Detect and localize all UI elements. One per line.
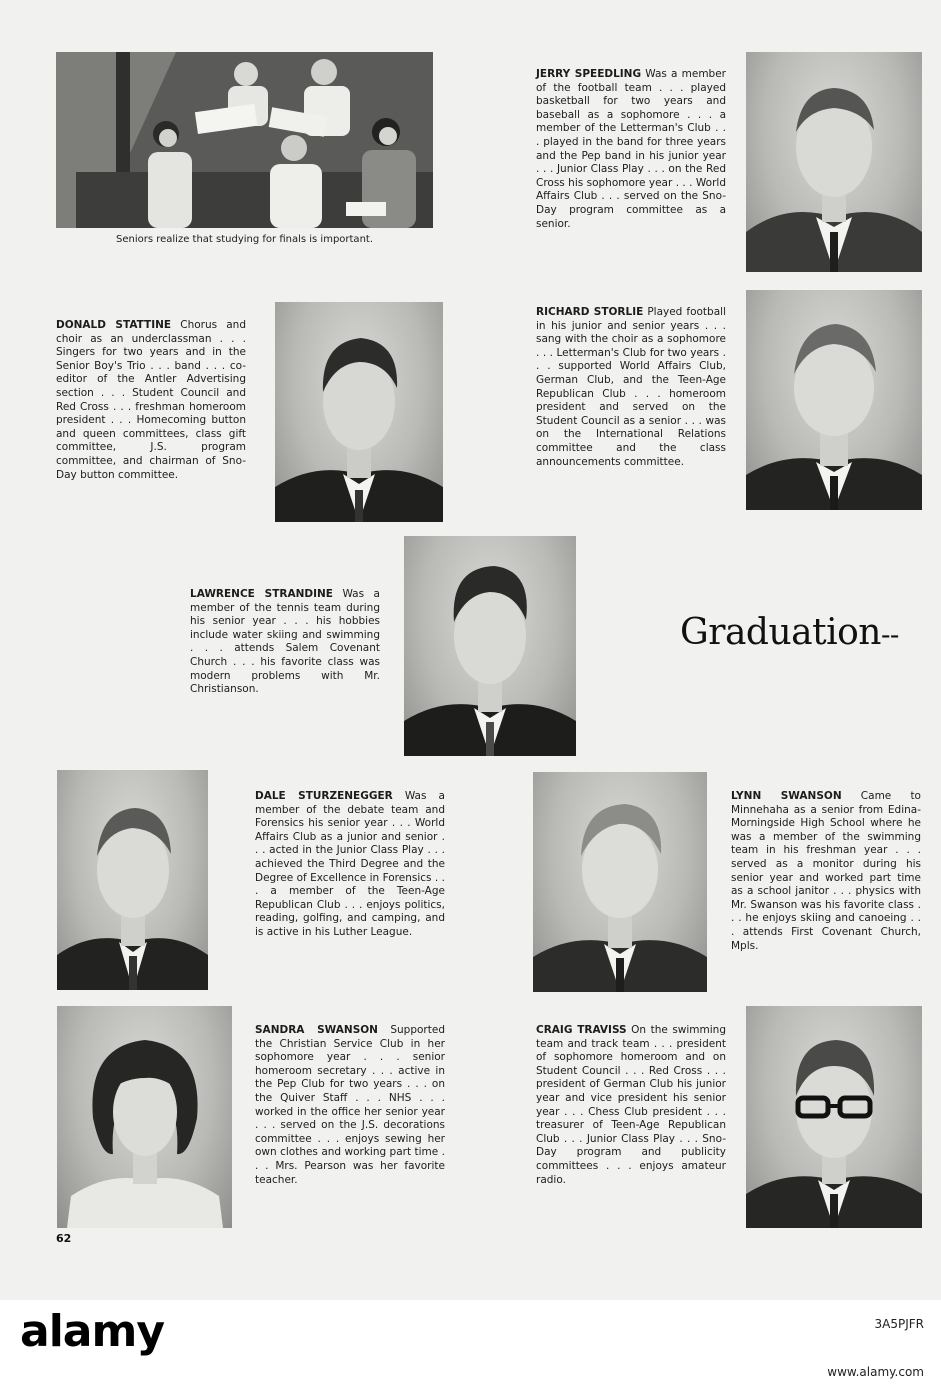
senior-name: JERRY SPEEDLING (536, 68, 642, 80)
senior-bio-text: Chorus and choir as an underclassman . . . Singers for two years and in the Senior Boy's Trio . . . band . . . co-editor of the Antler Advertising section . . . Student Council and Red Cross . . . freshman homeroom president . . . Homecoming button and queen committees, class gift committee, J.S. program committee, and chairman of Sno-Day button committee. (56, 319, 246, 481)
page-number: 62 (56, 1232, 72, 1245)
portrait-dale-sturzenegger (57, 770, 208, 990)
senior-bio-text: Was a member of the football team . . . played basketball for two years and baseball as a sophomore . . . a member of the Letterman's Club . . . played in the band for three years and the Pep band in his junior year . . . Junior Class Play . . . on the Red Cross his sophomore year . . . World Affairs Club . . . served on the Sno-Day program committee as a senior. (536, 68, 726, 230)
senior-bio-text: Was a member of the debate team and Forensics his senior year . . . World Affairs Club as a junior and senior . . . acted in the Junior Class Play . . . achieved the Third Degree and the Degree of Excellence in Forensics . . . a member of the Teen-Age Republican Club . . . enjoys politics, reading, golfing, and camping, and is active in his Luther League. (255, 790, 445, 938)
section-heading (680, 612, 899, 653)
footer-url: www.alamy.com (827, 1365, 924, 1379)
group-photo-caption: Seniors realize that studying for finals is important. (115, 234, 374, 245)
alamy-logo: alamy (20, 1306, 164, 1357)
portrait-craig-traviss (746, 1006, 922, 1228)
senior-name: LAWRENCE STRANDINE (190, 588, 333, 600)
senior-name: RICHARD STORLIE (536, 306, 644, 318)
portrait-richard-storlie (746, 290, 922, 510)
senior-bio-lynn-swanson (731, 790, 921, 953)
senior-name: DONALD STATTINE (56, 319, 172, 331)
senior-bio-text: Played football in his junior and senior years . . . sang with the choir as a sophomore . . . Letterman's Club for two years . . . supported World Affairs Club, German Club, and the Teen-Age Republican Club . . . homeroom president and served on the Student Council as a senior . . . was on the International Relations committee and the class announcements committee. (536, 306, 726, 468)
senior-name: CRAIG TRAVISS (536, 1024, 627, 1036)
portrait-jerry-speedling (746, 52, 922, 272)
senior-bio-text: Supported the Christian Service Club in her sophomore year . . . senior homeroom secretary . . . active in the Pep Club for two years . . . on the Quiver Staff . . . NHS . . . worked in the office her senior year . . . served on the J.S. decorations committee . . . enjoys sewing her own clothes and working part time . . . Mrs. Pearson was her favorite teacher. (255, 1024, 445, 1186)
image-id-label: 3A5PJFR (874, 1317, 924, 1331)
senior-name: LYNN SWANSON (731, 790, 842, 802)
portrait-donald-stattine (275, 302, 443, 522)
portrait-lawrence-strandine (404, 536, 576, 756)
senior-bio-lawrence-strandine (190, 588, 380, 697)
senior-bio-text: On the swimming team and track team . . . president of sophomore homeroom and on Student Council . . . Red Cross . . . president of German Club his junior year and vice president his senior year . . . Chess Club president . . . treasurer of Teen-Age Republican Club . . . Junior Class Play . . . Sno-Day program and publicity committees . . . enjoys amateur radio. (536, 1024, 726, 1186)
senior-name: SANDRA SWANSON (255, 1024, 378, 1036)
senior-bio-dale-sturzenegger (255, 790, 445, 940)
senior-bio-text: Came to Minnehaha as a senior from Edina-Morningside High School where he was a member of the swimming team in his freshman year . . . served as a monitor during his senior year and worked part time as a school janitor . . . physics with Mr. Swanson was his favorite class . . . he enjoys skiing and canoeing . . . attends First Covenant Church, Mpls. (731, 790, 921, 952)
senior-bio-donald-stattine (56, 319, 246, 482)
senior-bio-craig-traviss (536, 1024, 726, 1187)
heading-dash: -- (880, 618, 899, 651)
group-study-photo (56, 52, 433, 228)
heading-title: Graduation (680, 612, 881, 653)
senior-bio-jerry-speedling (536, 68, 726, 231)
senior-name: DALE STURZENEGGER (255, 790, 393, 802)
senior-bio-text: Was a member of the tennis team during his senior year . . . his hobbies include water skiing and swimming . . . attends Salem Covenant Church . . . his favorite class was modern problems with Mr. Christianson. (190, 588, 380, 696)
portrait-lynn-swanson (533, 772, 707, 992)
portrait-sandra-swanson (57, 1006, 232, 1228)
senior-bio-sandra-swanson (255, 1024, 445, 1187)
senior-bio-richard-storlie (536, 306, 726, 469)
